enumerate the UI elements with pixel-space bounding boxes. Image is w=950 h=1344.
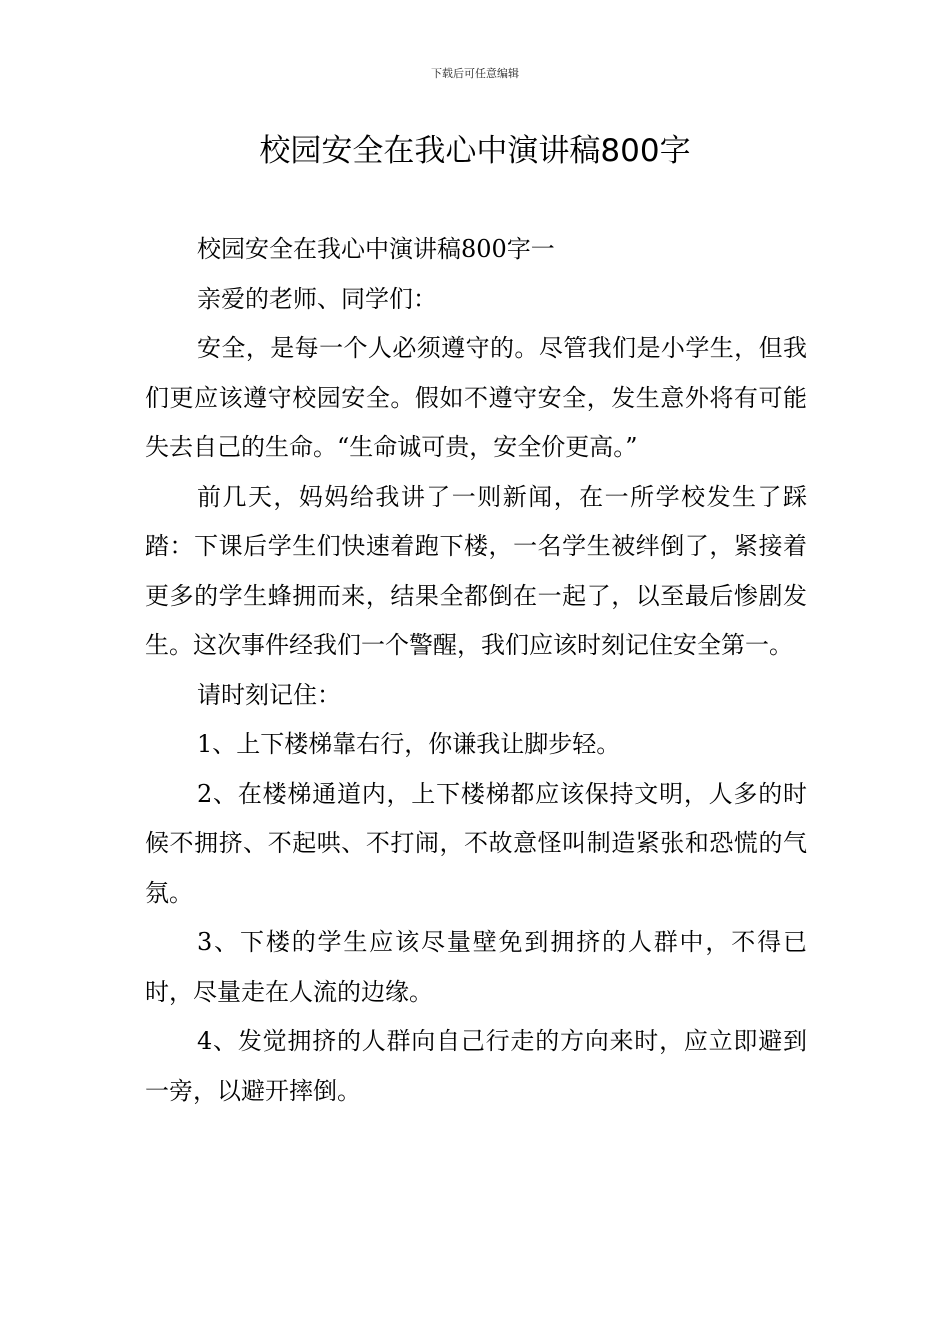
list-item: 4、发觉拥挤的人群向自己行走的方向来时，应立即避到一旁，以避开摔倒。 xyxy=(145,1027,807,1105)
document-body xyxy=(145,225,807,1116)
paragraph: 安全，是每一个人必须遵守的。尽管我们是小学生，但我们更应该遵守校园安全。假如不遵守安全，发生意外将有可能失去自己的生命。“生命诚可贵，安全价更高。” xyxy=(145,334,807,461)
list-item: 2、在楼梯通道内，上下楼梯都应该保持文明，人多的时候不拥挤、不起哄、不打闹，不故意怪叫制造紧张和恐慌的气氛。 xyxy=(145,779,807,907)
paragraph: 请时刻记住： xyxy=(197,680,341,709)
list-item: 3、下楼的学生应该尽量壁免到拥挤的人群中，不得已时，尽量走在人流的边缘。 xyxy=(145,928,807,1006)
header-note: 下载后可任意编辑 xyxy=(431,67,519,80)
document-title: 校园安全在我心中演讲稿800字 xyxy=(259,133,691,169)
paragraph-subtitle: 校园安全在我心中演讲稿800字一 xyxy=(197,235,555,263)
list-item: 1、上下楼梯靠右行，你谦我让脚步轻。 xyxy=(197,730,621,758)
paragraph: 前几天，妈妈给我讲了一则新闻，在一所学校发生了踩踏：下课后学生们快速着跑下楼，一名学生被绊倒了，紧接着更多的学生蜂拥而来，结果全都倒在一起了，以至最后惨剧发生。这次事件经我们一个警醒，我们应该时刻记住安全第一。 xyxy=(145,482,807,659)
paragraph-greeting: 亲爱的老师、同学们： xyxy=(197,284,437,313)
